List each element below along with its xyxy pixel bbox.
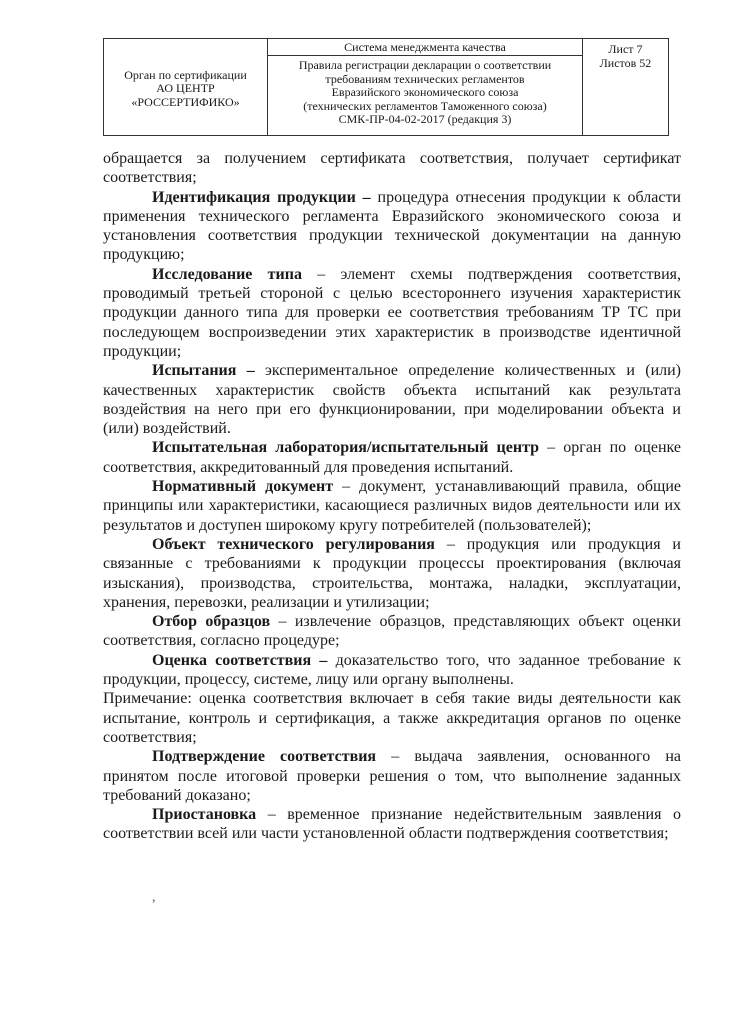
- definition-paragraph: [103, 361, 681, 438]
- doc-code: СМК-ПР-04-02-2017 (редакция 3): [338, 112, 512, 126]
- definition-term: Исследование типа: [152, 265, 302, 283]
- definition-paragraph: [103, 747, 681, 805]
- doc-title-line-3: Евразийского экономического союза: [331, 85, 519, 99]
- definition-paragraph: [103, 438, 681, 477]
- issuing-organization: [104, 39, 268, 135]
- definition-term: Отбор образцов: [152, 613, 271, 631]
- document-header-table: [103, 38, 669, 136]
- definition-paragraph: [103, 805, 681, 844]
- org-line-2: АО ЦЕНТР: [156, 81, 215, 96]
- document-body: [103, 149, 681, 844]
- document-title-cell: [268, 39, 583, 135]
- system-title: Система менеджмента качества: [268, 39, 582, 56]
- definition-text: экспериментальное определение количественных и (или) качественных характеристик свойств объекта испытаний как результата воздействия на него при его функционировании, при моделировании объекта и (или) воздействий.: [103, 362, 682, 438]
- definition-term: Идентификация продукции –: [152, 188, 371, 206]
- definition-term: Приостановка: [152, 806, 257, 824]
- doc-title-line-1: Правила регистрации декларации о соответствии: [298, 58, 552, 72]
- sheet-number: Лист 7: [608, 42, 643, 56]
- definition-paragraph: [103, 477, 681, 535]
- definition-text: процедура отнесения продукции к области применения технического регламента Евразийского экономического союза и установления соответствия продукции технической документации на данную продукцию;: [103, 188, 681, 264]
- document-title: [268, 56, 582, 127]
- org-line-1: Орган по сертификации: [124, 67, 247, 82]
- definition-text: доказательство того, что заданное требование к продукции, процессу, системе, лицу или органу выполнены.: [103, 651, 682, 689]
- definition-text: – извлечение образцов, представляющих объект оценки соответствия, согласно процедуре;: [103, 613, 681, 650]
- definition-term: Испытания –: [152, 362, 255, 380]
- definition-text: – орган по оценке соответствия, аккредитованный для проведения испытаний.: [103, 439, 682, 476]
- definition-paragraph: [103, 651, 681, 690]
- org-line-3: «РОССЕРТИФИКО»: [131, 94, 240, 109]
- intro-paragraph: обращается за получением сертификата соответствия, получает сертификат соответствия;: [103, 150, 681, 187]
- stray-scan-mark: ,: [152, 890, 156, 905]
- definition-paragraph: [103, 612, 681, 651]
- definition-text: – документ, устанавливающий правила, общие принципы или характеристики, касающиеся различных видов деятельности или их результатов и доступен широкому кругу потребителей (пользователей);: [103, 478, 681, 534]
- definition-paragraph: [103, 265, 681, 361]
- sheet-info: [583, 39, 668, 135]
- note-paragraph: Примечание: оценка соответствия включает в себя такие виды деятельности как испытание, контроль и сертификация, а также аккредитация органов по оценке соответствия;: [103, 690, 681, 746]
- definition-term: Испытательная лаборатория/испытательный центр: [152, 439, 540, 457]
- definition-paragraph: [103, 188, 681, 265]
- definition-term: Нормативный документ: [152, 478, 334, 496]
- definition-text: – продукция или продукция и связанные с требованиями к продукции процессы проектирования (включая изыскания), производства, строительства, монтажа, наладки, эксплуатации, хранения, перевозки, реализации и утилизации;: [103, 535, 681, 611]
- doc-title-line-4: (технических регламентов Таможенного союза): [303, 98, 547, 113]
- sheets-total: Листов 52: [599, 56, 652, 70]
- definition-term: Оценка соответствия –: [152, 651, 328, 669]
- doc-title-line-2: требованиям технических регламентов: [325, 71, 525, 86]
- definition-paragraph: [103, 535, 681, 612]
- definition-term: Подтверждение соответствия: [152, 748, 377, 766]
- definition-text: – временное признание недействительным заявления о соответствии всей или части установленной области подтверждения соответствия;: [103, 806, 681, 843]
- definition-text: – выдача заявления, основанного на принятом после итоговой проверки решения о том, что выполнение заданных требований доказано;: [103, 748, 681, 804]
- definition-term: Объект технического регулирования: [152, 535, 435, 553]
- definition-text: – элемент схемы подтверждения соответствия, проводимый третьей стороной с целью всестороннего изучения характеристик продукции данного типа для проверки ее соответствия требованиям ТР ТС при последующем воспроизведении этих характеристик в производстве идентичной продукции;: [103, 265, 682, 360]
